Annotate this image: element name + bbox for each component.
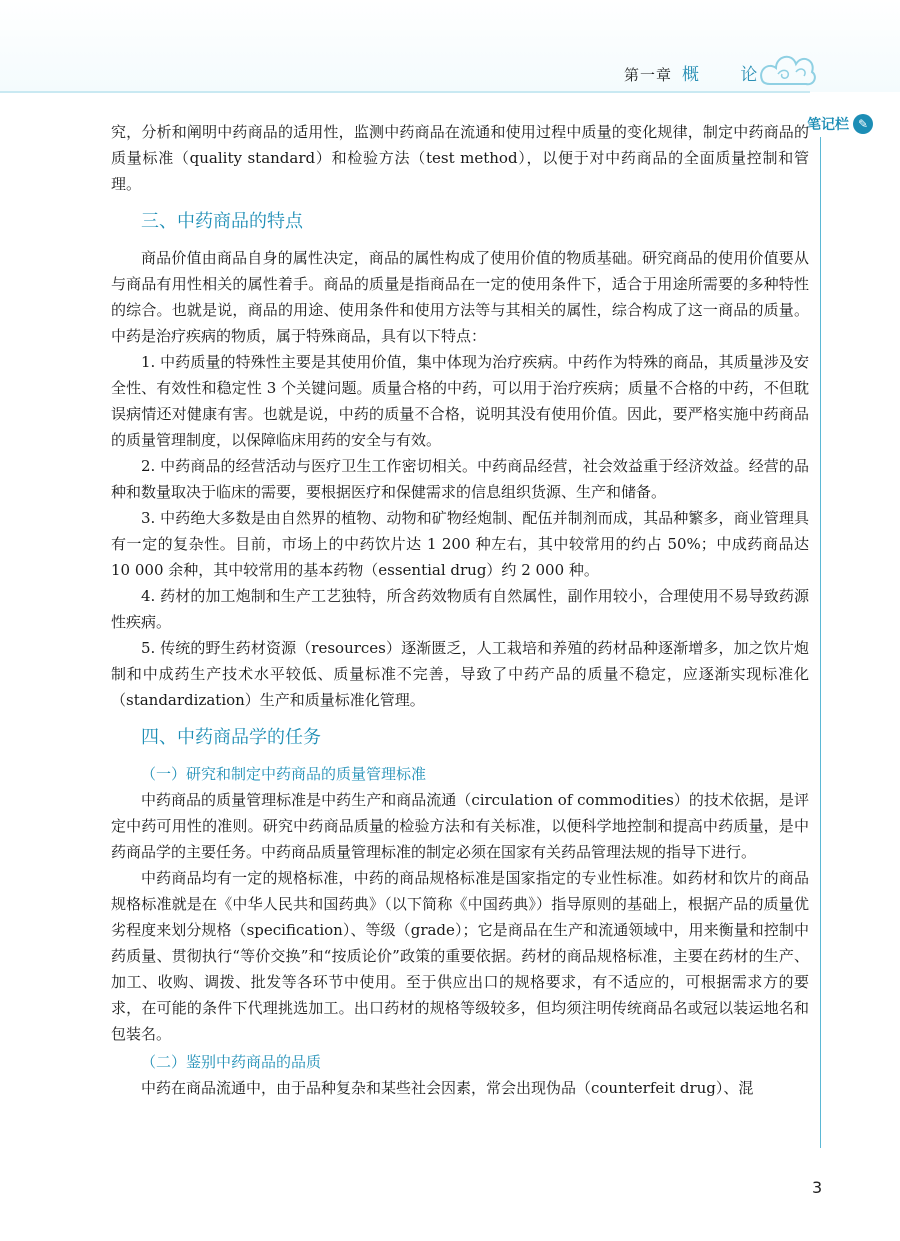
subsection-heading: （一）研究和制定中药商品的质量管理标准 bbox=[141, 765, 427, 783]
chapter-label: 第一章 bbox=[624, 66, 673, 84]
notes-label-text: 笔记栏 bbox=[807, 117, 849, 133]
subsection-heading: （二）鉴别中药商品的品质 bbox=[141, 1053, 322, 1071]
list-item: 1. 中药质量的特殊性主要是其使用价值，集中体现为治疗疾病。中药作为特殊的商品，其质量涉及安全性、有效性和稳定性 3 个关键问题。质量合格的中药，可以用于治疗疾病；质量不合格的中药，不但耽误病情还对健康有害。也就是说，中药的质量不合格，说明其没有使用价值。因此，要严格实施中药商品的质量管理制度，以保障临床用药的安全与有效。 bbox=[111, 353, 809, 449]
page-header bbox=[0, 0, 900, 105]
notes-column-label bbox=[801, 111, 897, 137]
chapter-name: 概 论 bbox=[682, 65, 776, 85]
main-text bbox=[111, 119, 809, 1101]
section-heading: 四、中药商品学的任务 bbox=[141, 727, 321, 748]
list-item: 4. 药材的加工炮制和生产工艺独特，所含药效物质有自然属性，副作用较小，合理使用不易导致药源性疾病。 bbox=[111, 587, 809, 631]
paragraph: 究，分析和阐明中药商品的适用性，监测中药商品在流通和使用过程中质量的变化规律，制定中药商品的质量标准（quality standard）和检验方法（test method），以便于对中药商品的全面质量控制和管理。 bbox=[111, 123, 809, 193]
cloud-ornament-icon bbox=[756, 40, 820, 92]
section-heading: 三、中药商品的特点 bbox=[141, 211, 303, 232]
list-item: 5. 传统的野生药材资源（resources）逐渐匮乏，人工栽培和养殖的药材品种逐渐增多，加之饮片炮制和中成药生产技术水平较低、质量标准不完善，导致了中药产品的质量不稳定，应逐渐实现标准化（standardization）生产和质量标准化管理。 bbox=[111, 639, 809, 709]
paragraph: 中药在商品流通中，由于品种复杂和某些社会因素，常会出现伪品（counterfeit drug）、混 bbox=[141, 1079, 754, 1097]
header-divider bbox=[0, 91, 810, 93]
page-number: 3 bbox=[812, 1178, 823, 1197]
pen-icon: ✎ bbox=[853, 114, 873, 134]
paragraph: 商品价值由商品自身的属性决定，商品的属性构成了使用价值的物质基础。研究商品的使用价值要从与商品有用性相关的属性着手。商品的质量是指商品在一定的使用条件下，适合于用途所需要的多种特性的综合。也就是说，商品的用途、使用条件和使用方法等与其相关的属性，综合构成了这一商品的质量。中药是治疗疾病的物质，属于特殊商品，具有以下特点： bbox=[111, 249, 809, 345]
paragraph: 中药商品均有一定的规格标准，中药的商品规格标准是国家指定的专业性标准。如药材和饮片的商品规格标准就是在《中华人民共和国药典》（以下简称《中国药典》）指导原则的基础上，根据产品的质量优劣程度来划分规格（specification）、等级（grade）；它是商品在生产和流通领域中，用来衡量和控制中药质量、贯彻执行“等价交换”和“按质论价”政策的重要依据。药材的商品规格标准，主要在药材的生产、加工、收购、调拨、批发等各环节中使用。至于供应出口的规格要求，有不适应的，可根据需求方的要求，在可能的条件下代理挑选加工。出口药材的规格等级较多，但均须注明传统商品名或冠以装运地名和包装名。 bbox=[111, 869, 809, 1043]
list-item: 3. 中药绝大多数是由自然界的植物、动物和矿物经炮制、配伍并制剂而成，其品种繁多，商业管理具有一定的复杂性。目前，市场上的中药饮片达 1 200 种左右，其中较常用的约占 50%；中成药商品达 10 000 余种，其中较常用的基本药物（essential drug）约 2 000 种。 bbox=[111, 509, 809, 579]
paragraph: 中药商品的质量管理标准是中药生产和商品流通（circulation of commodities）的技术依据，是评定中药可用性的准则。研究中药商品质量的检验方法和有关标准，以便科学地控制和提高中药质量，是中药商品学的主要任务。中药商品质量管理标准的制定必须在国家有关药品管理法规的指导下进行。 bbox=[111, 791, 809, 861]
notes-column-line bbox=[820, 118, 821, 1148]
list-item: 2. 中药商品的经营活动与医疗卫生工作密切相关。中药商品经营，社会效益重于经济效益。经营的品种和数量取决于临床的需要，要根据医疗和保健需求的信息组织货源、生产和储备。 bbox=[111, 457, 809, 501]
running-head bbox=[624, 60, 775, 84]
